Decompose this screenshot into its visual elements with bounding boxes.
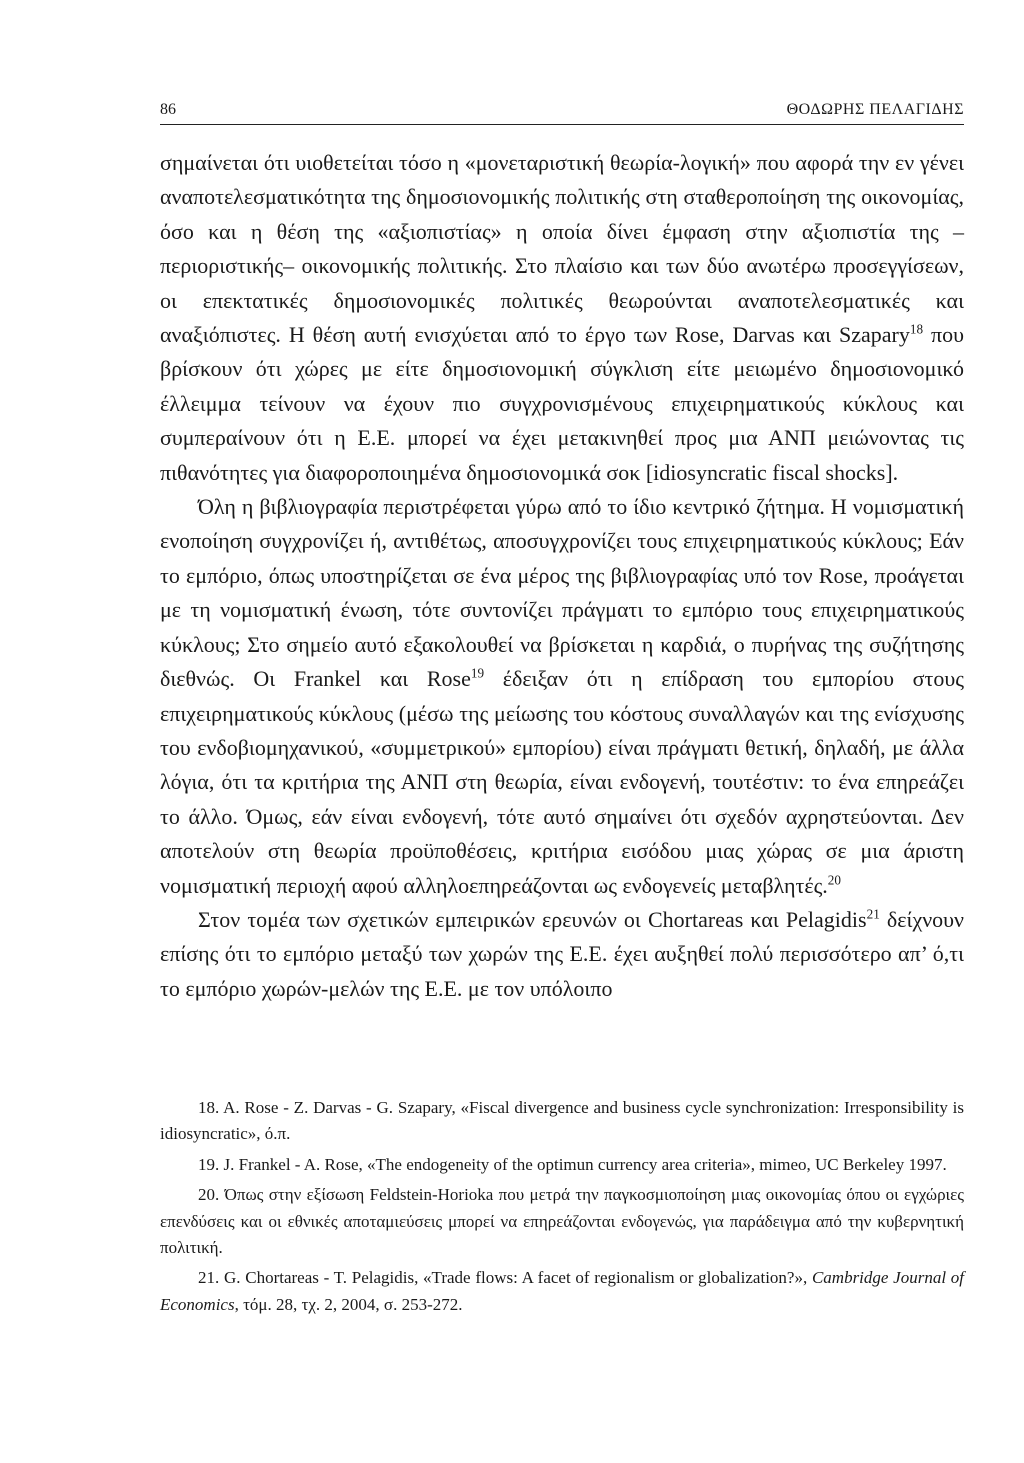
- paragraph-1-text-a: σημαίνεται ότι υιοθετείται τόσο η «μονεταριστική θεωρία-λογική» που αφορά την εν γένει αναποτελεσματικότητα της δημοσιονομικής πολιτικής στη σταθεροποίηση της οικονομίας, όσο και η θέση της «αξιοπιστίας» η οποία δίνει έμφαση στην αξιοπιστία της –περιοριστικής– οικονομικής πολιτικής. Στο πλαίσιο και των δύο ανωτέρω προσεγγίσεων, οι επεκτατικές δημοσιονομικές πολιτικές θεωρούνται αναποτελεσματικές και αναξιόπιστες. Η θέση αυτή ενισχύεται από το έργο των Rose, Darvas και Szapary: [160, 150, 964, 348]
- journal-title: Cambridge Journal of Economics: [160, 1268, 965, 1314]
- paragraph-3-text-a: Στον τομέα των σχετικών εμπειρικών ερευνών οι Chortareas και Pelagidis: [198, 906, 867, 932]
- paragraph-2-text-b: έδειξαν ότι η επίδραση του εμπορίου στους επιχειρηματικούς κύκλους (μέσω της μείωσης του κόστους συναλλαγών και της ενίσχυσης του ενδοβιομηχανικού, «συμμετρικού» εμπορίου) είναι πράγματι θετική, δηλαδή, με άλλα λόγια, ότι τα κριτήρια της ΑΝΠ στη θεωρία, είναι ενδογενή, τουτέστιν: το ένα επηρεάζει το άλλο. Όμως, εάν είναι ενδογενή, τότε αυτό σημαίνει ότι σχεδόν αχρηστεύονται. Δεν αποτελούν στη θεωρία προϋποθέσεις, κριτήρια εισόδου μιας χώρας σε μια άριστη νομισματική περιοχή αφού αλληλοεπηρεάζονται ως ενδογενείς μεταβλητές.: [160, 666, 964, 898]
- footnote-18: 18. A. Rose - Z. Darvas - G. Szapary, «Fiscal divergence and business cycle synchronization: Irresponsibility is idiosyncratic», ό.π.: [160, 1098, 964, 1144]
- page-number: 86: [160, 101, 176, 118]
- footnote-21-text-a: 21. G. Chortareas - T. Pelagidis, «Trade flows: A facet of regionalism or globalization?»,: [198, 1268, 812, 1288]
- paragraph-2-text-a: Όλη η βιβλιογραφία περιστρέφεται γύρω από το ίδιο κεντρικό ζήτημα. Η νομισματική ενοποίηση συγχρονίζει ή, αντιθέτως, αποσυγχρονίζει τους επιχειρηματικούς κύκλους; Εάν το εμπόριο, όπως υποστηρίζεται σε ένα μέρος της βιβλιογραφίας υπό τον Rose, προάγεται με τη νομισματική ένωση, τότε συντονίζει πράγματι το εμπόριο τους επιχειρηματικούς κύκλους; Στο σημείο αυτό εξακολουθεί να βρίσκεται η καρδιά, ο πυρήνας της συζήτησης διεθνώς. Οι Frankel και Rose: [160, 494, 964, 692]
- footnote-19: 19. J. Frankel - A. Rose, «The endogeneity of the optimun currency area criteria», mimeo, UC Berkeley 1997.: [198, 1154, 947, 1174]
- paragraph-2: [160, 490, 964, 903]
- footnote-ref-18: 18: [909, 321, 924, 337]
- footnote-21-text-b: , τόμ. 28, τχ. 2, 2004, σ. 253-272.: [234, 1294, 463, 1314]
- paragraph-1: [160, 146, 964, 490]
- footnotes: [160, 1095, 964, 1322]
- page-header: [160, 100, 964, 125]
- paragraph-3: [160, 903, 964, 1006]
- footnote-20: 20. Όπως στην εξίσωση Feldstein-Horioka που μετρά την παγκοσμιοποίηση μιας οικονομίας όπου οι εγχώριες επενδύσεις και οι εθνικές αποταμιεύσεις μπορεί να επηρεάζονται ενδογενώς, για παράδειγμα από την κυβερνητική πολιτική.: [160, 1185, 964, 1258]
- footnote-ref-21: 21: [866, 906, 880, 922]
- footnote-21: [160, 1265, 964, 1318]
- footnote-ref-19: 19: [470, 665, 485, 681]
- main-text: [160, 146, 964, 1006]
- paragraph-3-text-b: δείχνουν επίσης ότι το εμπόριο μεταξύ των χωρών της Ε.Ε. έχει αυξηθεί πολύ περισσότερο απ’ ό,τι το εμπόριο χωρών-μελών της Ε.Ε. με τον υπόλοιπο: [160, 906, 965, 1001]
- running-head: ΘΟΔΩΡΗΣ ΠΕΛΑΓΙΔΗΣ: [786, 101, 964, 118]
- paragraph-1-text-b: που βρίσκουν ότι χώρες με είτε δημοσιονομική σύγκλιση είτε μειωμένο δημοσιονομικό έλλειμμα τείνουν να έχουν πιο συγχρονισμένους επιχειρηματικούς κύκλους και συμπεραίνουν ότι η Ε.Ε. μπορεί να έχει μετακινηθεί προς μια ΑΝΠ μειώνοντας τις πιθανότητες για διαφοροποιημένα δημοσιονομικά σοκ [idiosyncratic fiscal shocks].: [160, 322, 964, 485]
- footnote-ref-20: 20: [827, 872, 841, 888]
